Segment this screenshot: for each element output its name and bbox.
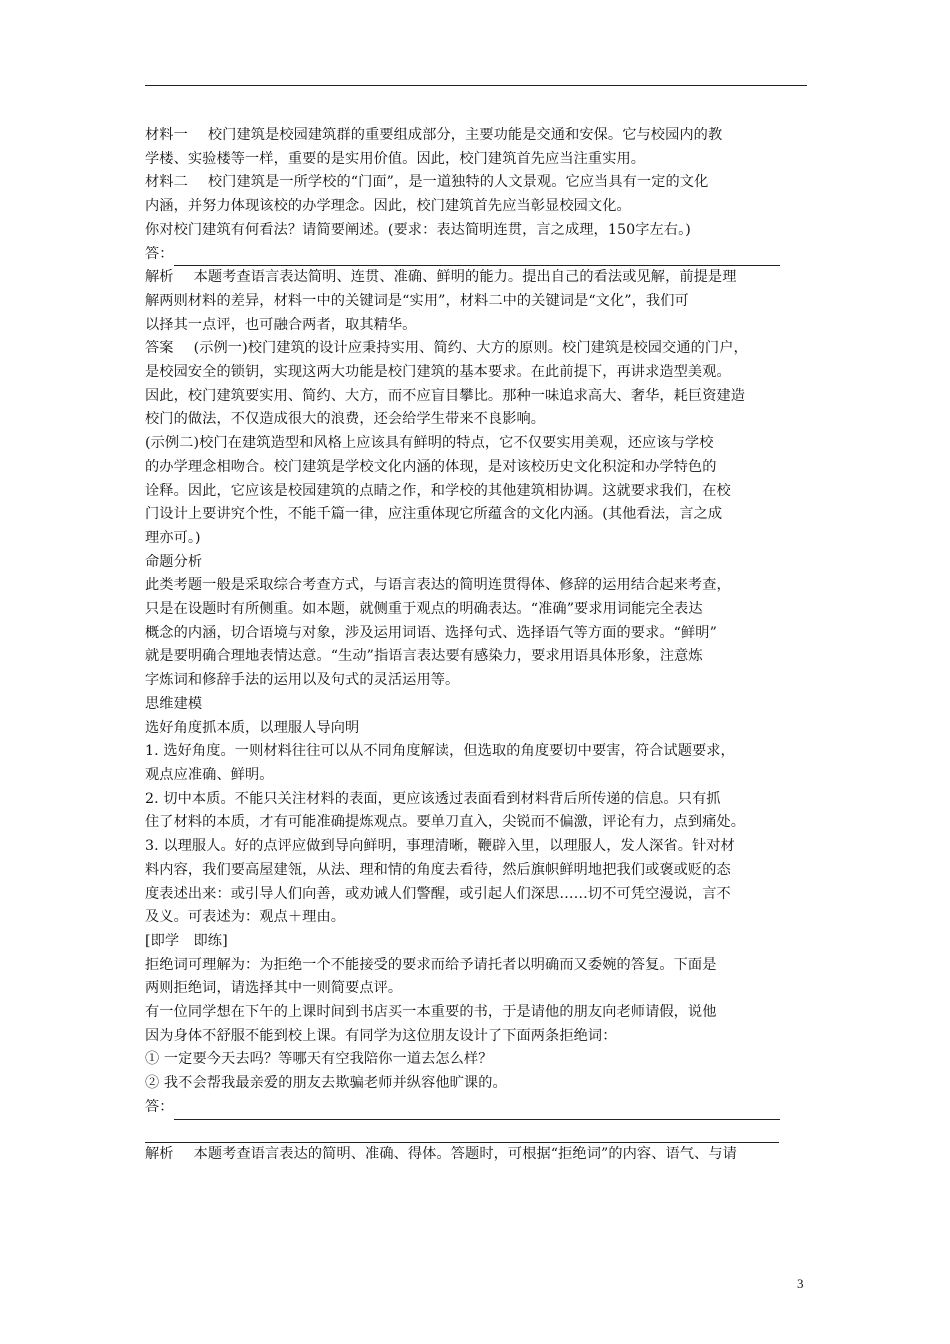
answer-label: 答案	[145, 340, 174, 357]
analysis-2-line-5: 字炼词和修辞手法的运用以及句式的灵活运用等。	[145, 672, 460, 689]
document-body	[145, 124, 809, 1167]
analysis-1-line-1: 解析 本题考查语言表达简明、连贯、准确、鲜明的能力。提出自己的看法或见解，前提是理	[145, 269, 737, 286]
practice-line-2: 两则拒绝词，请选择其中一则简要点评。	[145, 980, 403, 997]
answer-underline	[174, 249, 780, 266]
analysis-label-2: 解析	[145, 1146, 174, 1163]
option-1: ① 一定要今天去吗？等哪天有空我陪你一道去怎么样？	[145, 1051, 493, 1068]
material-2-line-1: 材料二 校门建筑是一所学校的“门面”，是一道独特的人文景观。它应当具有一定的文化	[145, 174, 709, 191]
answer-underline	[174, 1103, 780, 1120]
answer-underline	[145, 1126, 779, 1143]
heading-analysis: 命题分析	[145, 553, 203, 570]
answer-1-line-2: 是校园安全的锁钥，实现这两大功能是校门建筑的基本要求。在此前提下，再讲求造型美观。	[145, 364, 731, 381]
analysis-2-line-2: 只是在设题时有所侧重。如本题，就侧重于观点的明确表达。“准确”要求用词能完全表达	[145, 601, 703, 618]
answer-2-line-1: (示例二)校门在建筑造型和风格上应该具有鲜明的特点，它不仅要实用美观，还应该与学校	[145, 435, 714, 452]
analysis-2-line-3: 概念的内涵，切合语境与对象，涉及运用词语、选择句式、选择语气等方面的要求。“鲜明”	[145, 624, 717, 641]
analysis-1-line-2: 解两则材料的差异，材料一中的关键词是“实用”，材料二中的关键词是“文化”，我们可	[145, 292, 689, 309]
analysis-label: 解析	[145, 269, 174, 286]
model-3-line-2: 料内容，我们要高屋建瓴，从法、理和情的角度去看待，然后旗帜鲜明地把我们或褒或贬的态	[145, 861, 731, 878]
heading-practice: [即学 即练]	[145, 932, 228, 949]
answer-blank-2: 答：	[145, 1096, 809, 1120]
material-2-label: 材料二	[145, 174, 188, 191]
answer-2-line-5: 理亦可。)	[145, 529, 201, 546]
model-3-line-3: 度表述出来：或引导人们向善，或劝诫人们警醒，或引起人们深思……切不可凭空漫说，言不	[145, 885, 731, 902]
option-2: ② 我不会帮我最亲爱的朋友去欺骗老师并纵容他旷课的。	[145, 1075, 507, 1092]
material-1-line-2: 学楼、实验楼等一样，重要的是实用价值。因此，校门建筑首先应当注重实用。	[145, 150, 646, 167]
model-3-line-1: 3. 以理服人。好的点评应做到导向鲜明，事理清晰，鞭辟入里，以理服人，发人深省。针对材	[145, 838, 735, 855]
answer-blank-1: 答：	[145, 243, 809, 267]
scenario-line-2: 因为身体不舒服不能到校上课。有同学为这位朋友设计了下面两条拒绝词：	[145, 1027, 617, 1044]
model-1-line-2: 观点应准确、鲜明。	[145, 766, 274, 783]
answer-2-line-2: 的办学理念相吻合。校门建筑是学校文化内涵的体现，是对该校历史文化积淀和办学特色的	[145, 458, 717, 475]
model-3-line-4: 及义。可表述为：观点＋理由。	[145, 909, 346, 926]
answer-1-line-4: 校门的做法，不仅造成很大的浪费，还会给学生带来不良影响。	[145, 411, 546, 428]
page-number: 3	[797, 1276, 804, 1291]
material-1-line-1: 材料一 校门建筑是校园建筑群的重要组成部分，主要功能是交通和安保。它与校园内的教	[145, 127, 723, 143]
analysis-2-line-1: 此类考题一般是采取综合考查方式，与语言表达的简明连贯得体、修辞的运用结合起来考查，	[145, 577, 731, 594]
answer-1-line-1: 答案 (示例一)校门建筑的设计应秉持实用、简约、大方的原则。校门建筑是校园交通的门户，	[145, 340, 748, 357]
heading-model: 思维建模	[145, 695, 203, 712]
model-2-line-2: 住了材料的本质，才有可能准确提炼观点。要单刀直入，尖锐而不偏激，评论有力，点到痛处。	[145, 814, 746, 831]
analysis-3-line-1: 解析 本题考查语言表达的简明、准确、得体。答题时，可根据“拒绝词”的内容、语气、与请	[145, 1146, 737, 1163]
model-subtitle: 选好角度抓本质，以理服人导向明	[145, 719, 360, 736]
model-2-line-1: 2. 切中本质。不能只关注材料的表面，更应该透过表面看到材料背后所传递的信息。只有抓	[145, 790, 721, 807]
answer-blank-2-line-2	[145, 1120, 809, 1144]
analysis-2-line-4: 就是要明确合理地表情达意。“生动”指语言表达要有感染力，要求用语具体形象，注意炼	[145, 648, 703, 665]
analysis-1-line-3: 以择其一点评，也可融合两者，取其精华。	[145, 316, 417, 333]
material-2-line-2: 内涵，并努力体现该校的办学理念。因此，校门建筑首先应当彰显校园文化。	[145, 198, 631, 215]
question-1: 你对校门建筑有何看法？请简要阐述。(要求：表达简明连贯，言之成理，150字左右。)	[145, 221, 691, 238]
header-rule	[145, 85, 807, 86]
answer-1-line-3: 因此，校门建筑要实用、简约、大方，而不应盲目攀比。那种一味追求高大、奢华，耗巨资建造	[145, 387, 746, 404]
material-1-label: 材料一	[145, 127, 188, 143]
model-1-line-1: 1. 选好角度。一则材料往往可以从不同角度解读，但选取的角度要切中要害，符合试题要求，	[145, 743, 735, 760]
practice-line-1: 拒绝词可理解为：为拒绝一个不能接受的要求而给予请托者以明确而又委婉的答复。下面是	[145, 956, 717, 973]
answer-2-line-4: 门设计上要讲究个性，不能千篇一律，应注重体现它所蕴含的文化内涵。(其他看法，言之成	[145, 506, 723, 523]
answer-2-line-3: 诠释。因此，它应该是校园建筑的点睛之作，和学校的其他建筑相协调。这就要求我们，在校	[145, 482, 731, 499]
scenario-line-1: 有一位同学想在下午的上课时间到书店买一本重要的书，于是请他的朋友向老师请假，说他	[145, 1004, 717, 1021]
